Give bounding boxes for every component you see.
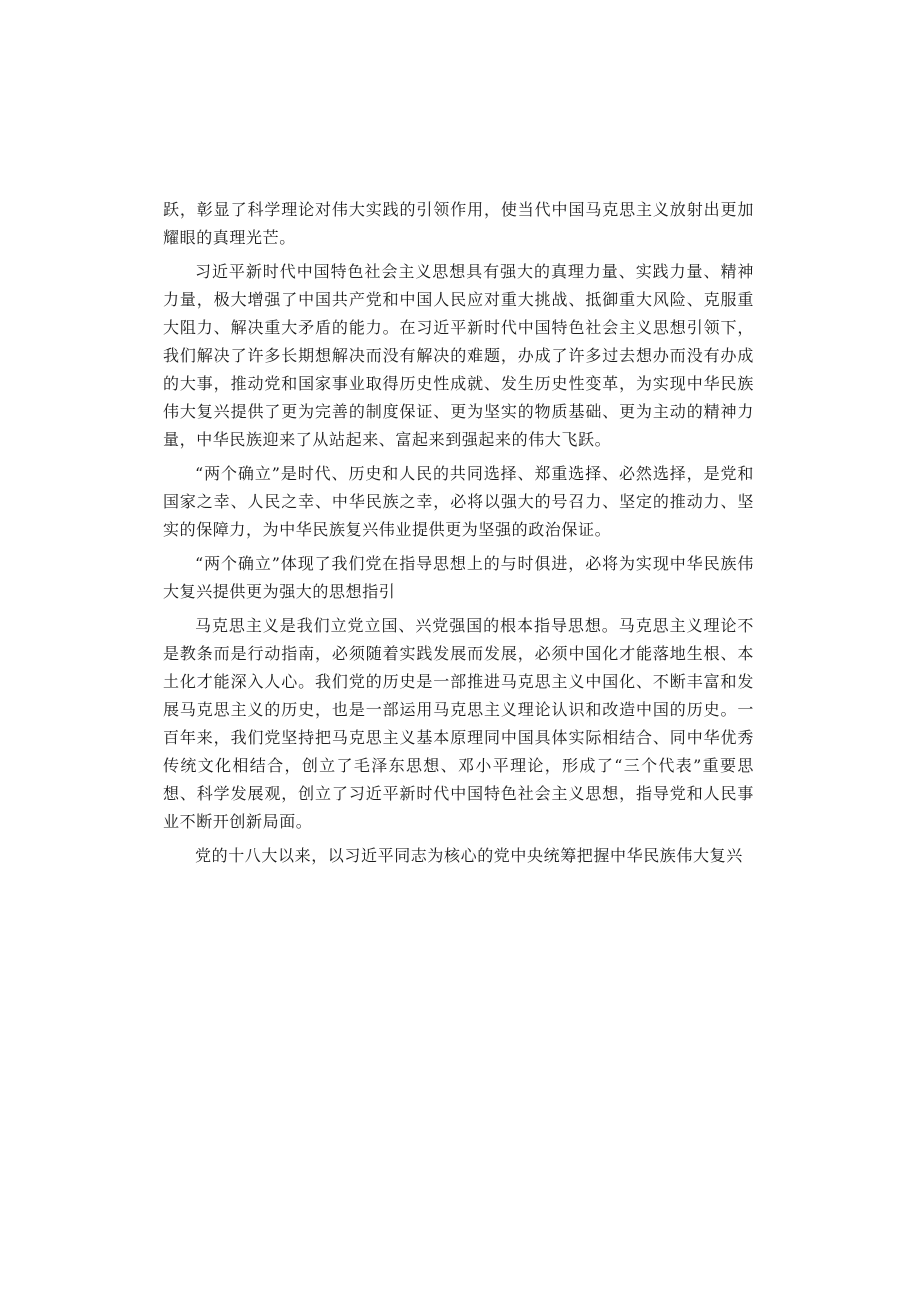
paragraph-thought-power: 习近平新时代中国特色社会主义思想具有强大的真理力量、实践力量、精神力量，极大增强了中国共产党和中国人民应对重大挑战、抵御重大风险、克服重大阻力、解决重大矛盾的能力。在习近平新时代中国特色社会主义思想引领下，我们解决了许多长期想解决而没有解决的难题，办成了许多过去想办而没有办成的大事，推动党和国家事业取得历史性成就、发生历史性变革，为实现中华民族伟大复兴提供了更为完善的制度保证、更为坚实的物质基础、更为主动的精神力量，中华民族迎来了从站起来、富起来到强起来的伟大飞跃。 [163, 262, 754, 449]
paragraph-section-heading: “两个确立”体现了我们党在指导思想上的与时俱进，必将为实现中华民族伟大复兴提供更为强大的思想指引 [163, 554, 754, 601]
paragraph-two-establishments-choice: “两个确立”是时代、历史和人民的共同选择、郑重选择、必然选择，是党和国家之幸、人民之幸、中华民族之幸，必将以强大的号召力、坚定的推动力、坚实的保障力，为中华民族复兴伟业提供更为坚强的政治保证。 [163, 464, 754, 539]
paragraph-marxism: 马克思主义是我们立党立国、兴党强国的根本指导思想。马克思主义理论不是教条而是行动指南，必须随着实践发展而发展，必须中国化才能落地生根、本土化才能深入人心。我们党的历史是一部推进马克思主义中国化、不断丰富和发展马克思主义的历史，也是一部运用马克思主义理论认识和改造中国的历史。一百年来，我们党坚持把马克思主义基本原理同中国具体实际相结合、同中华优秀传统文化相结合，创立了毛泽东思想、邓小平理论，形成了“三个代表”重要思想、科学发展观，创立了习近平新时代中国特色社会主义思想，指导党和人民事业不断开创新局面。 [163, 616, 754, 831]
document-body [163, 196, 754, 876]
paragraph-eighteenth-congress: 党的十八大以来，以习近平同志为核心的党中央统筹把握中华民族伟大复兴 [195, 846, 743, 865]
paragraph-continuation: 跃，彰显了科学理论对伟大实践的引领作用，使当代中国马克思主义放射出更加耀眼的真理光芒。 [163, 200, 754, 247]
